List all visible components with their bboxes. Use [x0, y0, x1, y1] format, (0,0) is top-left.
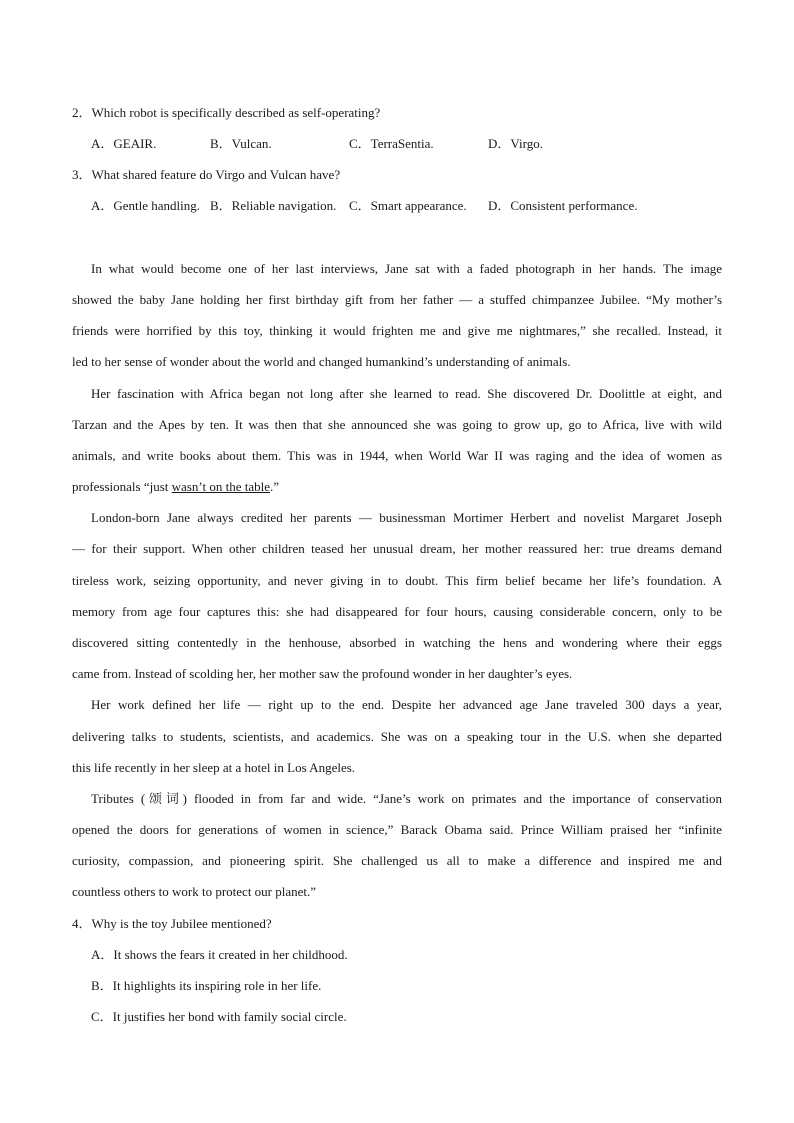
p2-line-4	[72, 479, 279, 495]
p1-line-2: showed the baby Jane holding her first birthday gift from her father — a stuffed chimpanzee Jubilee. “My mother’s	[72, 292, 722, 307]
p2-line-3: animals, and write books about them. This was in 1944, when World War II was raging and the idea of women as	[72, 448, 722, 463]
q4-option-c: C．It justifies her bond with family social circle.	[91, 1009, 347, 1024]
q3-option-c: C．Smart appearance.	[349, 198, 467, 213]
p5-line-4: countless others to work to protect our planet.”	[72, 884, 317, 899]
p2-line-4-post: .”	[269, 479, 280, 494]
p1-line-1: In what would become one of her last interviews, Jane sat with a faded photograph in her hands. The image	[91, 261, 722, 276]
underlined-phrase: wasn’t on the table	[171, 479, 270, 494]
q3-option-a: A．Gentle handling.	[91, 198, 201, 213]
p5-line-3: curiosity, compassion, and pioneering spirit. She challenged us all to make a difference and inspired me and	[72, 853, 722, 868]
q3-option-d: D．Consistent performance.	[488, 198, 638, 213]
q2-option-b: B．Vulcan.	[210, 136, 272, 151]
p5-line-1: Tributes (颂词) flooded in from far and wide. “Jane’s work on primates and the importance of conservation	[91, 791, 722, 806]
p2-line-1: Her fascination with Africa began not long after she learned to read. She discovered Dr. Doolittle at eight, and	[91, 386, 722, 401]
p4-line-3: this life recently in her sleep at a hotel in Los Angeles.	[72, 760, 356, 775]
p3-line-3: tireless work, seizing opportunity, and never giving in to doubt. This firm belief became her life’s foundation. A	[72, 573, 722, 588]
p3-line-5: discovered sitting contentedly in the henhouse, absorbed in watching the hens and wondering where their eggs	[72, 635, 722, 650]
p4-line-1: Her work defined her life — right up to the end. Despite her advanced age Jane traveled 300 days a year,	[91, 697, 722, 712]
q2-option-a: A．GEAIR.	[91, 136, 157, 151]
p1-line-3: friends were horrified by this toy, thinking it would frighten me and give me nightmares,” she recalled. Instead, it	[72, 323, 722, 338]
q2-option-d: D．Virgo.	[488, 136, 543, 151]
p1-line-4: led to her sense of wonder about the world and changed humankind’s understanding of animals.	[72, 354, 571, 369]
question-3-stem: 3．What shared feature do Virgo and Vulcan have?	[72, 167, 341, 182]
p3-line-1: London-born Jane always credited her parents — businessman Mortimer Herbert and novelist Margaret Joseph	[91, 510, 722, 525]
p2-line-2: Tarzan and the Apes by ten. It was then that she announced she was going to grow up, go to Africa, live with wild	[72, 417, 722, 432]
q4-option-a: A．It shows the fears it created in her childhood.	[91, 947, 348, 962]
p3-line-6: came from. Instead of scolding her, her mother saw the profound wonder in her daughter’s eyes.	[72, 666, 573, 681]
p4-line-2: delivering talks to students, scientists, and academics. She was on a speaking tour in the U.S. when she departed	[72, 729, 722, 744]
q3-option-b: B．Reliable navigation.	[210, 198, 337, 213]
question-2-stem: 2．Which robot is specifically described as self-operating?	[72, 105, 381, 120]
p5-line-2: opened the doors for generations of women in science,” Barack Obama said. Prince William praised her “infinite	[72, 822, 722, 837]
p3-line-4: memory from age four captures this: she had disappeared for four hours, causing considerable concern, only to be	[72, 604, 722, 619]
p3-line-2: — for their support. When other children teased her unusual dream, her mother reassured her: true dreams demand	[72, 541, 722, 556]
question-4-stem: 4．Why is the toy Jubilee mentioned?	[72, 916, 272, 931]
q4-option-b: B．It highlights its inspiring role in her life.	[91, 978, 322, 993]
p2-line-4-pre: professionals “just	[72, 479, 172, 494]
q2-option-c: C．TerraSentia.	[349, 136, 434, 151]
